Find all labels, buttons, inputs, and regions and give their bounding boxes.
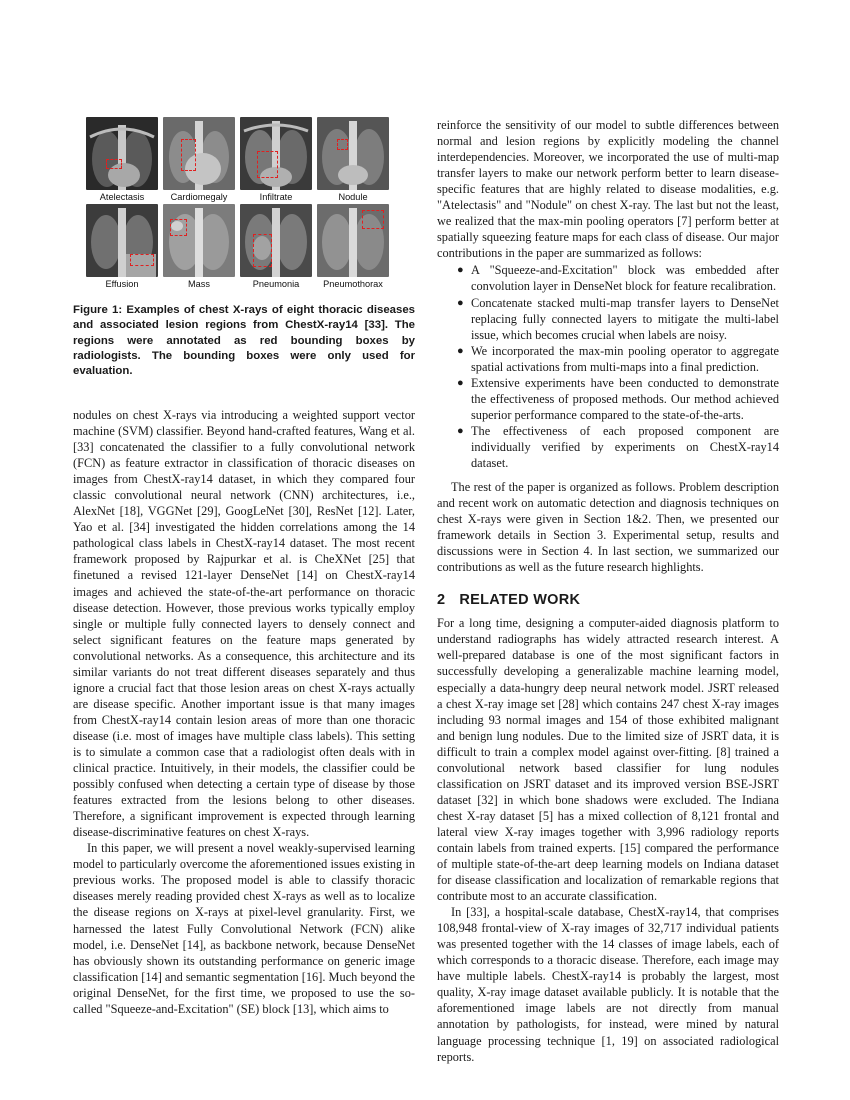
xray-panel: [86, 117, 158, 204]
xray-image-effusion: [86, 204, 158, 277]
bullet-icon: ●: [457, 344, 464, 357]
xray-image-atelectasis: [86, 117, 158, 190]
panel-label: Pneumonia: [252, 279, 300, 289]
xray-panel: [317, 204, 389, 291]
xray-image-nodule: [317, 117, 389, 190]
panel-label: Cardiomegaly: [170, 192, 228, 202]
bullet-icon: ●: [457, 264, 464, 277]
body-paragraph: In this paper, we will present a novel weakly-supervised learning model to particularly overcome the aforementioned issues existing in previous works. The proposed model is able to classify thoracic diseases merely reading provided chest X-rays as well as to localize the disease regions on X-rays at pixel-level granularity. First, we harnessed the latest Fully Convolutional Network (FCN) alike model, i.e. DenseNet [14], as backbone network, because DenseNet has obviously shown its outstanding performance on generic image classification [14] and semantic segmentation [16]. Much beyond the original DenseNet, for the first time, we proposed to use the so-called "Squeeze-and-Excitation" (SE) block [13], which aims to: [73, 841, 415, 1016]
contributions-list: [437, 262, 779, 471]
list-item: ● We incorporated the max-min pooling operator to aggregate spatial activations from multi-maps into a final prediction.: [457, 343, 779, 374]
panel-label: Effusion: [105, 279, 139, 289]
panel-label: Infiltrate: [259, 192, 293, 202]
bullet-icon: ●: [457, 376, 464, 389]
xray-grid: [86, 117, 389, 291]
xray-panel: [86, 204, 158, 291]
xray-panel: [240, 204, 312, 291]
bullet-icon: ●: [457, 296, 464, 309]
list-item: ● The effectiveness of each proposed component are individually verified by experiments on ChestX-ray14 dataset.: [457, 423, 779, 470]
xray-image-mass: [163, 204, 235, 277]
body-paragraph: For a long time, designing a computer-aided diagnosis platform to understand radiographs has widely attracted research interest. A well-prepared database is one of the most significant factors in successfully developing a generalizable machine learning model, especially a data-hungry deep neural network model. JSRT released a chest X-ray image set [28] which contains 247 chest X-ray images including 93 normal images and 154 of those exhibited malignant and benign lung nodules. Due to the limited size of JSRT data, it is difficult to train a complex model against over-fitting. [8] trained a convolutional network based classifier for lung nodules classification on JSRT dataset and its improved version BSE-JSRT dataset [32] in which bone shadows were excluded. The Indiana chest X-ray dataset [5] has a mixed collection of 8,121 frontal and lateral view X-ray images together with 3,996 radiology reports contain labels from trained experts. [15] compared the performance of multiple state-of-the-art deep learning models on Indiana dataset for disease classification and localization of remarkable regions that contribute most to an accurate classification.: [437, 616, 779, 904]
list-item: ● A "Squeeze-and-Excitation" block was embedded after convolution layer in DenseNet block for feature recalibration.: [457, 263, 779, 294]
figure-caption: Figure 1: Examples of chest X-rays of eight thoracic diseases and associated lesion regions from ChestX-ray14 [33]. The regions were annotated as red bounding boxes by radiologists. The bounding boxes were only used for evaluation.: [73, 304, 415, 378]
left-column-body: [73, 407, 415, 1017]
list-item: ● Extensive experiments have been conducted to demonstrate the effectiveness of proposed methods. Our method achieved superior performance compared to the state-of-the-arts.: [457, 375, 779, 422]
xray-panel: [317, 117, 389, 204]
body-paragraph: nodules on chest X-rays via introducing a weighted support vector machine (SVM) classifier. Beyond hand-crafted features, Wang et al. [33] concatenated the classifier to a fully convolutional network (FCN) as feature extractor in classification of thoracic diseases on images from ChestX-ray14 dataset, in which they compared four classic convolutional neural network (CNN) architectures, i.e., AlexNet [18], VGGNet [29], GoogLeNet [30], ResNet [12]. Later, Yao et al. [34] investigated the hidden correlations among the 14 pathological class labels in ChestX-ray14 dataset. The most recent framework proposed by Rajpurkar et al. is CheXNet [25] that finetuned a revised 121-layer DenseNet [14] on ChestX-ray14 images and achieved the state-of-the-art performance on thoracic disease detection. However, those previous works typically employ single or multiple fully connected layers to densely connect and select significant features on the feature maps generated by convolutional networks. As a consequence, this architecture and its similar variants do not treat different diseases separately and thus ignore a crucial fact that those lesion areas on chest X-rays actually are disease specific. Another important issue is that many images from ChestX-ray14 contain lesion areas of more than one thoracic disease (i.e. most of images have multiple class labels). This setting is to simulate a common case that a radiologist often deals with in clinical practice. Intuitively, in their models, the classifier could be possibly confused when detecting a certain type of disease by those features extracted from the lesions belong to other diseases. Therefore, a significant improvement is expected through learning disease-discriminative features on chest X-rays.: [73, 408, 415, 840]
section-number: 2: [437, 592, 446, 609]
list-item: ● Concatenate stacked multi-map transfer layers to DenseNet replacing fully connected layers to mitigate the multi-label issue, which becomes crucial when labels are noisy.: [457, 295, 779, 342]
xray-panel: [163, 117, 235, 204]
intro-continuation: reinforce the sensitivity of our model to subtle differences between normal and lesion regions by explicitly modeling the channel interdependencies. Moreover, we incorporated the use of multi-map transfer layers to make our network perform better to learn disease-specific features that are highly related to disease modalities, e.g. "Atelectasis" and "Nodule" on chest X-ray. The last but not the least, we realized that the max-min pooling operators [7] perform better at spatially squeezing feature maps for each class of disease. Our major contributions in the paper are summarized as follows:: [437, 118, 779, 261]
panel-label: Mass: [188, 279, 210, 289]
xray-image-infiltrate: [240, 117, 312, 190]
paper-outline-paragraph: The rest of the paper is organized as follows. Problem description and recent work on automatic detection and diagnosis techniques on chest X-rays were given in Section 1&2. Then, we presented our framework details in Section 3. Experimental setup, results and discussions were in Section 4. In last section, we summarized our contributions as well as the future research highlights.: [437, 480, 779, 575]
section-heading: [437, 592, 779, 608]
right-column: [437, 117, 779, 1065]
panel-label: Pneumothorax: [323, 279, 383, 289]
panel-label: Atelectasis: [99, 192, 145, 202]
xray-image-pneumothorax: [317, 204, 389, 277]
section-title: RELATED WORK: [459, 592, 581, 609]
panel-label: Nodule: [338, 192, 368, 202]
figure-1: [73, 117, 415, 379]
bullet-icon: ●: [457, 424, 464, 437]
body-paragraph: In [33], a hospital-scale database, ChestX-ray14, that comprises 108,948 frontal-view of X-ray images of 32,717 individual patients was presented together with the 14 classes of image labels, each of which corresponds to a thoracic disease. Therefore, each image may have multiple labels. ChestX-ray14 is probably the largest, most quality, X-ray image dataset available publicly. It is notable that the aforementioned image labels are not directly from manual annotation by pathologists, for instead, were mined by natural language processing technique [1, 19] on associated radiological reports.: [437, 905, 779, 1064]
xray-image-pneumonia: [240, 204, 312, 277]
xray-image-cardiomegaly: [163, 117, 235, 190]
xray-panel: [163, 204, 235, 291]
xray-panel: [240, 117, 312, 204]
